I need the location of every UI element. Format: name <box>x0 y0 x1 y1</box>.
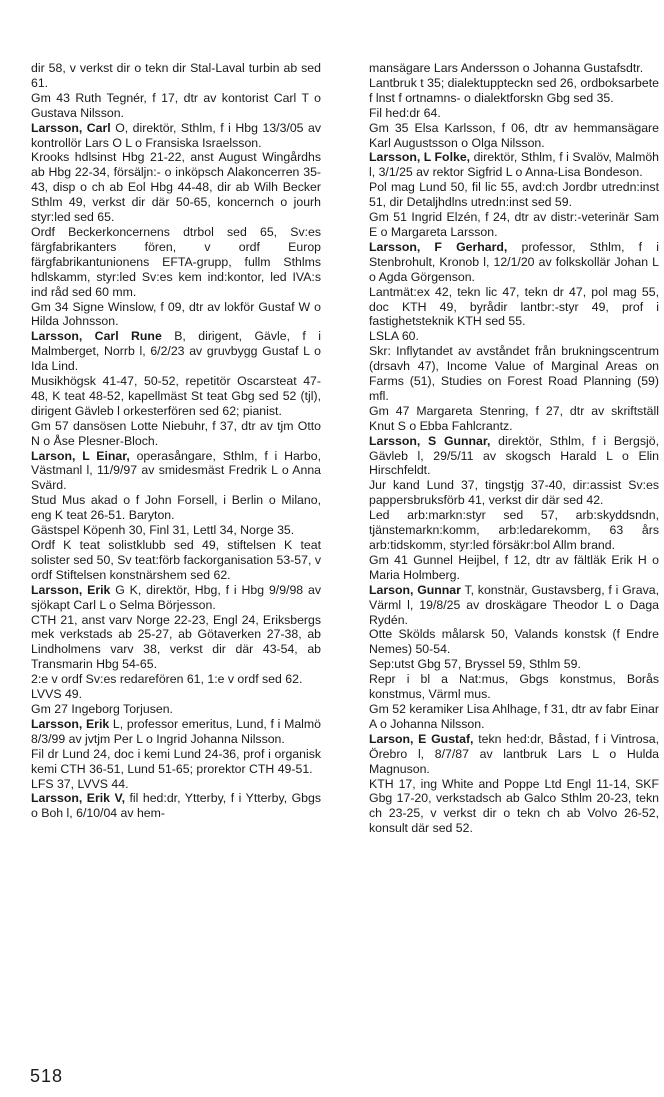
entry-text: direktör, Sthlm, f i Svalöv, Malmöh l, 3/1/25 av rektor Sigfrid L o Anna-Lisa Bondeson. <box>369 150 659 180</box>
entry-text: Gm 34 Signe Winslow, f 09, dtr av lokför Gustaf W o Hilda Johnsson. <box>31 299 321 329</box>
entry-name: Larson, Gunnar <box>369 582 461 597</box>
entry-heading-paragraph <box>31 329 321 374</box>
entry-paragraph <box>31 61 321 91</box>
entry-paragraph <box>369 702 659 732</box>
entry-text: CTH 21, anst varv Norge 22-23, Engl 24, Eriksbergs mek verkstads ab 25-27, ab Götaverken 27-38, ab Lindholmens varv 38, verkst dir där 43-54, ab Transmarin Hbg 54-65. <box>31 612 321 672</box>
entry-text: fil hed:dr, Ytterby, f i Ytterby, Gbgs o Boh l, 6/10/04 av hem- <box>31 791 321 821</box>
entry-text: LSLA 60. <box>369 329 419 344</box>
entry-text: Repr i bl a Nat:mus, Gbgs konstmus, Borås konstmus, Värml mus. <box>369 672 659 702</box>
entry-paragraph <box>369 553 659 583</box>
entry-paragraph <box>31 225 321 300</box>
entry-paragraph <box>369 210 659 240</box>
entry-heading-paragraph <box>31 449 321 494</box>
entry-text: T, konstnär, Gustavsberg, f i Grava, Värml l, 19/8/25 av droskägare Theodor L o Daga Rydén. <box>369 582 659 627</box>
entry-paragraph <box>31 493 321 523</box>
entry-paragraph <box>31 523 321 538</box>
entry-paragraph <box>31 300 321 330</box>
entry-name: Larsson, Erik <box>31 716 110 731</box>
entry-text: Gm 57 dansösen Lotte Niebuhr, f 37, dtr av tjm Otto N o Åse Plesner-Bloch. <box>31 418 321 448</box>
entry-paragraph <box>31 687 321 702</box>
entry-heading-paragraph <box>369 583 659 628</box>
entry-paragraph <box>31 419 321 449</box>
entry-paragraph <box>369 777 659 837</box>
entry-paragraph <box>369 76 659 106</box>
entry-text: Gm 35 Elsa Karlsson, f 06, dtr av hemmansägare Karl Augustsson o Olga Nilsson. <box>369 120 659 150</box>
entry-text: Led arb:markn:styr sed 57, arb:skyddsndn, tjänstemarkn:komm, arb:ledarekomm, 63 års arb:tidskomm, styr:led försäkr:bol Allm brand. <box>369 508 659 552</box>
entry-name: Larsson, Carl Rune <box>31 329 162 344</box>
entry-name: Larsson, L Folke, <box>369 150 471 165</box>
entry-name: Larson, E Gustaf, <box>369 731 474 746</box>
entry-paragraph <box>31 777 321 792</box>
entry-text: Pol mag Lund 50, fil lic 55, avd:ch Jordbr utredn:inst 51, dir Detaljhdlns utredn:inst sed 59. <box>369 180 659 210</box>
entry-text: Lantmät:ex 42, tekn lic 47, tekn dr 47, pol mag 55, doc KTH 49, byrådir lantbr:-styr 49, prof i fastighetsteknik KTH sed 55. <box>369 284 659 329</box>
entry-text: Ordf K teat solistklubb sed 49, stiftelsen K teat solister sed 50, Sv teat:förb fackorganisation 53-57, v ordf Stiftelsen konstnärshem sed 62. <box>31 538 321 582</box>
entry-paragraph <box>369 344 659 404</box>
entry-text: mansägare Lars Andersson o Johanna Gustafsdtr. <box>369 61 644 75</box>
left-column <box>31 61 321 821</box>
entry-name: Larsson, F Gerhard, <box>369 239 508 254</box>
entry-name: Larsson, S Gunnar, <box>369 433 491 448</box>
entry-heading-paragraph <box>31 791 321 821</box>
entry-paragraph <box>31 538 321 583</box>
entry-text: Fil dr Lund 24, doc i kemi Lund 24-36, prof i organisk kemi CTH 36-51, Lund 51-65; prorektor CTH 49-51. <box>31 746 321 776</box>
entry-text: professor, Sthlm, f i Stenbrohult, Kronob l, 12/1/20 av folkskollär Johan L o Agda Görgenson. <box>369 239 659 284</box>
entry-text: Krooks hdlsinst Hbg 21-22, anst August Wingårdhs ab Hbg 22-34, försäljn:- o inköpsch Alakoncerren 35-43, disp o ch ab Eol Hbg 44-48, dir ab Wilh Becker Sthlm 49, verkst dir där 50-65, koncernch o jourh styr:led sed 65. <box>31 150 321 225</box>
entry-heading-paragraph <box>31 583 321 613</box>
page-number: 518 <box>30 1066 64 1086</box>
entry-heading-paragraph <box>31 717 321 747</box>
entry-text: direktör, Sthlm, f i Bergsjö, Gävleb l, 29/5/11 av skogsch Harald L o Elin Hirschfeldt. <box>369 433 660 478</box>
entry-paragraph <box>31 672 321 687</box>
entry-text: Fil hed:dr 64. <box>369 105 441 120</box>
entry-paragraph <box>31 150 321 225</box>
entry-text: B, dirigent, Gävle, f i Malmberget, Norrb l, 6/2/23 av gruvbygg Gustaf L o Ida Lind. <box>31 329 321 374</box>
entry-paragraph <box>369 61 659 76</box>
entry-paragraph <box>31 747 321 777</box>
entry-heading-paragraph <box>369 150 659 180</box>
entry-text: KTH 17, ing White and Poppe Ltd Engl 11-14, SKF Gbg 17-20, verkstadsch ab Galco Sthlm 20-23, tekn ch 23-25, v verkst dir o tekn ch ab Volvo 26-52, konsult där sed 52. <box>369 776 659 836</box>
entry-text: dir 58, v verkst dir o tekn dir Stal-Laval turbin ab sed 61. <box>31 61 321 90</box>
entry-text: Gm 51 Ingrid Elzén, f 24, dtr av distr:-veterinär Sam E o Margareta Larsson. <box>369 210 659 239</box>
entry-paragraph <box>369 627 659 657</box>
entry-name: Larsson, Erik V, <box>31 791 125 806</box>
entry-paragraph <box>369 121 659 151</box>
entry-paragraph <box>369 106 659 121</box>
entry-text: Lantbruk t 35; dialektuppteckn sed 26, ordboksarbete f lnst f ortnamns- o dialektforskn Gbg sed 35. <box>369 75 659 105</box>
entry-paragraph <box>31 91 321 121</box>
entry-paragraph <box>369 180 659 210</box>
entry-text: Gästspel Köpenh 30, Finl 31, Lettl 34, Norge 35. <box>31 523 295 538</box>
entry-text: O, direktör, Sthlm, f i Hbg 13/3/05 av kontrollör Lars O L o Fransiska Israelsson. <box>31 120 321 150</box>
entry-text: Skr: Inflytandet av avståndet från brukningscentrum (drsavh 47), Income Value of Marginal Areas on Farms (51), Studies on Forest Road Planning (59) mfl. <box>369 344 659 403</box>
entry-text: LFS 37, LVVS 44. <box>31 776 129 791</box>
entry-text: Gm 27 Ingeborg Torjusen. <box>31 701 173 716</box>
entry-heading-paragraph <box>31 121 321 151</box>
entry-paragraph <box>369 329 659 344</box>
entry-text: Otte Skölds målarsk 50, Valands konstsk (f Endre Nemes) 50-54. <box>369 627 659 657</box>
entry-paragraph <box>31 374 321 419</box>
entry-name: Larson, L Einar, <box>31 448 130 463</box>
entry-name: Larsson, Carl <box>31 120 111 135</box>
right-column <box>369 61 659 836</box>
entry-heading-paragraph <box>369 434 659 479</box>
entry-paragraph <box>369 478 659 508</box>
entry-text: Gm 41 Gunnel Heijbel, f 12, dtr av fältläk Erik H o Maria Holmberg. <box>369 552 659 582</box>
entry-paragraph <box>31 702 321 717</box>
entry-text: Gm 52 keramiker Lisa Ahlhage, f 31, dtr av fabr Einar A o Johanna Nilsson. <box>369 701 659 731</box>
entry-paragraph <box>369 285 659 330</box>
entry-text: Musikhögsk 41-47, 50-52, repetitör Oscarsteat 47-48, K teat 48-52, kapellmäst St teat Gbg sed 52 (tjl), dirigent Gävleb l orkesterfören sed 62; pianist. <box>31 374 321 418</box>
entry-text: 2:e v ordf Sv:es redarefören 61, 1:e v ordf sed 62. <box>31 672 303 687</box>
entry-text: LVVS 49. <box>31 687 83 702</box>
entry-text: Gm 47 Margareta Stenring, f 27, dtr av skriftställ Knut S o Ebba Fahlcrantz. <box>369 403 659 433</box>
entry-text: Stud Mus akad o f John Forsell, i Berlin o Milano, eng K teat 26-51. Baryton. <box>31 493 321 523</box>
entry-heading-paragraph <box>369 240 659 285</box>
entry-text: L, professor emeritus, Lund, f i Malmö 8/3/99 av jvtjm Per L o Ingrid Johanna Nilsson. <box>31 716 321 746</box>
entry-text: G K, direktör, Hbg, f i Hbg 9/9/98 av sjökapt Carl L o Selma Börjesson. <box>31 582 321 612</box>
entry-heading-paragraph <box>369 732 659 777</box>
entry-name: Larsson, Erik <box>31 582 111 597</box>
entry-paragraph <box>31 613 321 673</box>
entry-text: Jur kand Lund 37, tingstjg 37-40, dir:assist Sv:es pappersbruksförb 41, verkst dir där sed 42. <box>369 478 659 508</box>
entry-text: Sep:utst Gbg 57, Bryssel 59, Sthlm 59. <box>369 657 581 672</box>
entry-paragraph <box>369 657 659 672</box>
entry-text: operasångare, Sthlm, f i Harbo, Västmanl l, 11/9/97 av smidesmäst Fredrik L o Anna Svärd. <box>31 448 321 493</box>
entry-text: Gm 43 Ruth Tegnér, f 17, dtr av kontorist Carl T o Gustava Nilsson. <box>31 90 321 120</box>
entry-text: Ordf Beckerkoncernens dtrbol sed 65, Sv:es färgfabrikanters fören, v ordf Europ färgfabrikantunionens EFTA-grupp, fullm Sthlms hdlskamm, styr:led Sv:es kem ind:kontor, led IVA:s ind råd sed 60 mm. <box>31 224 321 299</box>
entry-text: tekn hed:dr, Båstad, f i Vintrosa, Örebro l, 8/7/87 av lantbruk Lars L o Hulda Magnuson. <box>369 731 659 776</box>
entry-paragraph <box>369 672 659 702</box>
entry-paragraph <box>369 404 659 434</box>
entry-paragraph <box>369 508 659 553</box>
